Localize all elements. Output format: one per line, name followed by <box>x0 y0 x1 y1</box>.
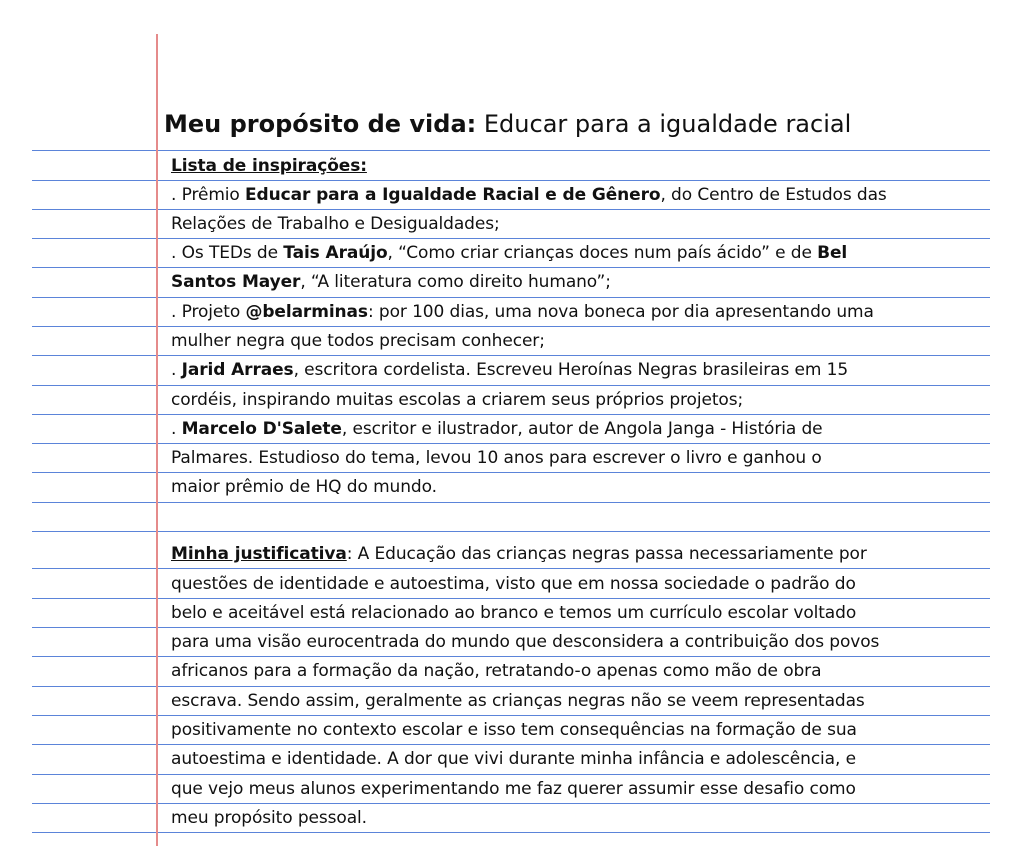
ruled-line <box>32 414 990 415</box>
list-item <box>171 301 874 323</box>
justification-line: questões de identidade e autoestima, visto que em nossa sociedade o padrão do <box>171 574 856 594</box>
text-span: , “Como criar crianças doces num país ácido” e de <box>387 243 818 263</box>
justification-line: belo e aceitável está relacionado ao branco e temos um currículo escolar voltado <box>171 603 857 623</box>
justification-line: meu propósito pessoal. <box>171 808 367 828</box>
text-span: . Prêmio <box>171 185 246 205</box>
justification-line: autoestima e identidade. A dor que vivi durante minha infância e adolescência, e <box>171 749 856 769</box>
text-span: , escritor e ilustrador, autor de Angola Janga - História de <box>341 419 823 439</box>
inspirations-heading <box>171 155 367 177</box>
ruled-line <box>32 627 990 628</box>
justification-line: positivamente no contexto escolar e isso tem consequências na formação de sua <box>171 720 857 740</box>
justification-line: para uma visão eurocentrada do mundo que desconsidera a contribuição dos povos <box>171 632 880 652</box>
ruled-line <box>32 774 990 775</box>
ruled-line <box>32 150 990 151</box>
list-item-continuation <box>171 271 611 293</box>
ruled-line <box>32 656 990 657</box>
text-span: . Os TEDs de <box>171 243 284 263</box>
list-item-continuation: cordéis, inspirando muitas escolas a criarem seus próprios projetos; <box>171 390 744 410</box>
text-span: . <box>171 419 182 439</box>
list-item-continuation: Relações de Trabalho e Desigualdades; <box>171 214 500 234</box>
ruled-line <box>32 385 990 386</box>
justification-heading: Minha justificativa <box>171 544 347 564</box>
margin-line <box>156 34 158 846</box>
bold-span: Bel <box>817 243 848 263</box>
ruled-line <box>32 686 990 687</box>
list-item <box>171 418 823 440</box>
ruled-line <box>32 297 990 298</box>
bold-span: @belarminas <box>245 302 368 322</box>
title-text: Educar para a igualdade racial <box>476 110 852 138</box>
justification-line: que vejo meus alunos experimentando me faz querer assumir esse desafio como <box>171 779 856 799</box>
title-label: Meu propósito de vida: <box>164 110 477 138</box>
ruled-line <box>32 832 990 833</box>
page-title <box>164 109 851 139</box>
justification-line: africanos para a formação da nação, retratando-o apenas como mão de obra <box>171 661 822 681</box>
list-item-continuation: Palmares. Estudioso do tema, levou 10 anos para escrever o livro e ganhou o <box>171 448 822 468</box>
text-span: , do Centro de Estudos das <box>660 185 887 205</box>
text-span: , “A literatura como direito humano”; <box>300 272 611 292</box>
ruled-line <box>32 443 990 444</box>
ruled-line <box>32 355 990 356</box>
ruled-line <box>32 326 990 327</box>
inspirations-heading-label: Lista de inspirações: <box>171 156 367 176</box>
ruled-line <box>32 209 990 210</box>
list-item <box>171 359 848 381</box>
text-span: , escritora cordelista. Escreveu Heroínas Negras brasileiras em 15 <box>293 360 849 380</box>
bold-span: Tais Araújo <box>283 243 388 263</box>
text-span: . Projeto <box>171 302 246 322</box>
list-item <box>171 242 847 264</box>
ruled-line <box>32 598 990 599</box>
text-span: : A Educação das crianças negras passa necessariamente por <box>346 544 867 564</box>
ruled-line <box>32 531 990 532</box>
ruled-line <box>32 180 990 181</box>
ruled-line <box>32 238 990 239</box>
ruled-line <box>32 744 990 745</box>
list-item-continuation: maior prêmio de HQ do mundo. <box>171 477 437 497</box>
ruled-line <box>32 803 990 804</box>
list-item-continuation: mulher negra que todos precisam conhecer; <box>171 331 545 351</box>
bold-span: Educar para a Igualdade Racial e de Gênero <box>245 185 661 205</box>
justification-paragraph-first <box>171 543 867 565</box>
bold-span: Marcelo D'Salete <box>181 419 342 439</box>
text-span: : por 100 dias, uma nova boneca por dia apresentando uma <box>367 302 874 322</box>
text-span: . <box>171 360 182 380</box>
bold-span: Jarid Arraes <box>181 360 294 380</box>
ruled-line <box>32 472 990 473</box>
justification-line: escrava. Sendo assim, geralmente as crianças negras não se veem representadas <box>171 691 865 711</box>
ruled-line <box>32 568 990 569</box>
ruled-line <box>32 502 990 503</box>
list-item <box>171 184 887 206</box>
ruled-line <box>32 267 990 268</box>
ruled-line <box>32 715 990 716</box>
bold-span: Santos Mayer <box>171 272 301 292</box>
